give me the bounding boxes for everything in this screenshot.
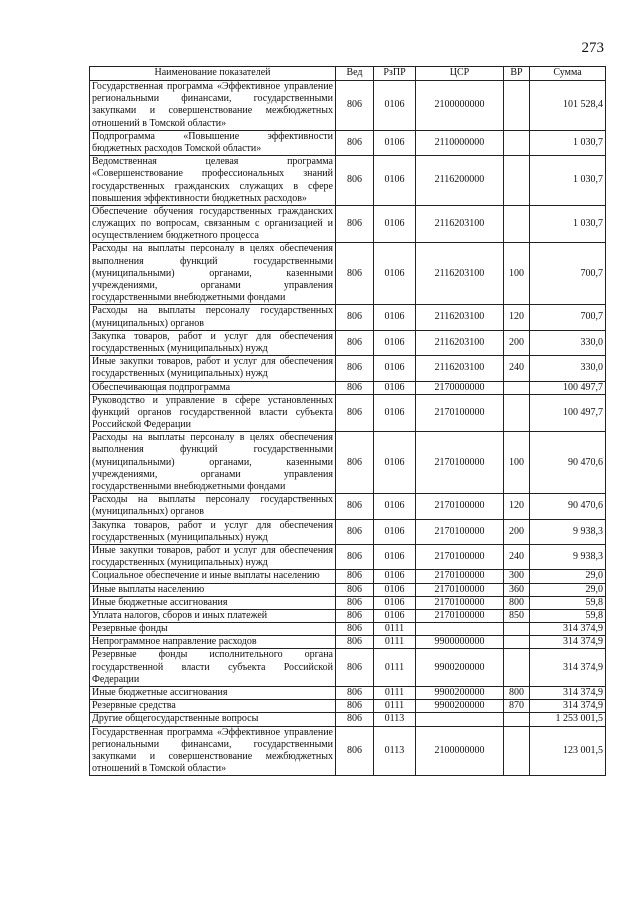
cell-sum: 1 030,7 — [530, 156, 606, 206]
cell-rzpr: 0106 — [374, 330, 416, 355]
cell-ved: 806 — [336, 623, 374, 636]
cell-vr — [504, 381, 530, 394]
cell-csr: 2170100000 — [416, 609, 504, 622]
cell-sum: 29,0 — [530, 570, 606, 583]
cell-csr: 9900000000 — [416, 636, 504, 649]
cell-ved: 806 — [336, 305, 374, 330]
cell-name: Государственная программа «Эффективное управление региональными финансами, государственными закупками и совершенствование межбюджетных отношений в Томской области» — [90, 81, 336, 131]
cell-ved: 806 — [336, 583, 374, 596]
cell-name: Социальное обеспечение и иные выплаты населению — [90, 570, 336, 583]
cell-ved: 806 — [336, 519, 374, 544]
cell-sum: 9 938,3 — [530, 519, 606, 544]
cell-ved: 806 — [336, 700, 374, 713]
cell-name: Иные бюджетные ассигнования — [90, 596, 336, 609]
cell-csr: 2170100000 — [416, 544, 504, 569]
cell-vr — [504, 130, 530, 155]
cell-rzpr: 0106 — [374, 381, 416, 394]
table-row — [90, 596, 606, 609]
cell-name: Обеспечивающая подпрограмма — [90, 381, 336, 394]
cell-rzpr: 0111 — [374, 636, 416, 649]
table-row — [90, 305, 606, 330]
cell-ved: 806 — [336, 330, 374, 355]
cell-name: Резервные фонды — [90, 623, 336, 636]
cell-csr: 2100000000 — [416, 81, 504, 131]
cell-name: Ведомственная целевая программа «Совершенствование профессиональных знаний государственных гражданских служащих в сфере повышения эффективности бюджетных расходов» — [90, 156, 336, 206]
cell-vr: 240 — [504, 544, 530, 569]
cell-vr — [504, 623, 530, 636]
cell-sum: 123 001,5 — [530, 726, 606, 776]
cell-rzpr: 0106 — [374, 570, 416, 583]
table-header-row — [90, 67, 606, 81]
cell-name: Расходы на выплаты персоналу в целях обеспечения выполнения функций государственными (муниципальными) органами, казенными учреждениями, органами управления государственными внебюджетными фондами — [90, 243, 336, 305]
cell-name: Подпрограмма «Повышение эффективности бюджетных расходов Томской области» — [90, 130, 336, 155]
table-row — [90, 636, 606, 649]
page-number: 273 — [581, 40, 604, 56]
cell-vr: 100 — [504, 432, 530, 494]
cell-rzpr: 0106 — [374, 356, 416, 381]
cell-sum: 59,8 — [530, 609, 606, 622]
cell-ved: 806 — [336, 494, 374, 519]
cell-name: Уплата налогов, сборов и иных платежей — [90, 609, 336, 622]
table-row — [90, 687, 606, 700]
cell-sum: 330,0 — [530, 356, 606, 381]
cell-rzpr: 0111 — [374, 700, 416, 713]
cell-rzpr: 0106 — [374, 609, 416, 622]
cell-csr: 9900200000 — [416, 649, 504, 687]
header-csr: ЦСР — [416, 67, 504, 81]
cell-rzpr: 0106 — [374, 305, 416, 330]
cell-ved: 806 — [336, 544, 374, 569]
cell-sum: 314 374,9 — [530, 649, 606, 687]
cell-rzpr: 0113 — [374, 713, 416, 726]
cell-vr — [504, 156, 530, 206]
table-row — [90, 570, 606, 583]
cell-sum: 314 374,9 — [530, 636, 606, 649]
table-row — [90, 700, 606, 713]
cell-sum: 100 497,7 — [530, 394, 606, 432]
cell-vr: 120 — [504, 305, 530, 330]
cell-rzpr: 0111 — [374, 649, 416, 687]
cell-csr: 2170000000 — [416, 381, 504, 394]
cell-csr — [416, 623, 504, 636]
cell-ved: 806 — [336, 356, 374, 381]
table-row — [90, 205, 606, 243]
cell-sum: 700,7 — [530, 305, 606, 330]
cell-vr: 120 — [504, 494, 530, 519]
table-row — [90, 130, 606, 155]
cell-ved: 806 — [336, 687, 374, 700]
cell-name: Резервные фонды исполнительного органа государственной власти субъекта Российской Федерации — [90, 649, 336, 687]
table-row — [90, 609, 606, 622]
cell-rzpr: 0106 — [374, 156, 416, 206]
cell-rzpr: 0106 — [374, 544, 416, 569]
cell-vr: 300 — [504, 570, 530, 583]
cell-ved: 806 — [336, 205, 374, 243]
cell-name: Иные выплаты населению — [90, 583, 336, 596]
cell-vr — [504, 636, 530, 649]
cell-sum: 90 470,6 — [530, 432, 606, 494]
cell-csr: 2170100000 — [416, 570, 504, 583]
cell-sum: 100 497,7 — [530, 381, 606, 394]
cell-name: Расходы на выплаты персоналу в целях обеспечения выполнения функций государственными (муниципальными) органами, казенными учреждениями, органами управления государственными внебюджетными фондами — [90, 432, 336, 494]
cell-vr — [504, 81, 530, 131]
cell-rzpr: 0106 — [374, 432, 416, 494]
cell-csr: 2110000000 — [416, 130, 504, 155]
cell-rzpr: 0106 — [374, 519, 416, 544]
cell-sum: 29,0 — [530, 583, 606, 596]
cell-rzpr: 0106 — [374, 130, 416, 155]
cell-name: Расходы на выплаты персоналу государственных (муниципальных) органов — [90, 305, 336, 330]
cell-rzpr: 0111 — [374, 623, 416, 636]
cell-sum: 314 374,9 — [530, 623, 606, 636]
budget-table — [89, 66, 606, 776]
cell-csr: 9900200000 — [416, 687, 504, 700]
cell-ved: 806 — [336, 130, 374, 155]
cell-vr — [504, 649, 530, 687]
cell-vr — [504, 713, 530, 726]
cell-name: Иные закупки товаров, работ и услуг для обеспечения государственных (муниципальных) нужд — [90, 544, 336, 569]
cell-csr: 2116203100 — [416, 305, 504, 330]
cell-sum: 90 470,6 — [530, 494, 606, 519]
cell-sum: 9 938,3 — [530, 544, 606, 569]
table-row — [90, 394, 606, 432]
header-ved: Вед — [336, 67, 374, 81]
cell-vr: 100 — [504, 243, 530, 305]
cell-vr: 240 — [504, 356, 530, 381]
cell-csr: 2170100000 — [416, 494, 504, 519]
cell-vr: 200 — [504, 330, 530, 355]
cell-rzpr: 0106 — [374, 394, 416, 432]
table-row — [90, 330, 606, 355]
cell-csr — [416, 713, 504, 726]
cell-name: Другие общегосударственные вопросы — [90, 713, 336, 726]
cell-sum: 1 030,7 — [530, 205, 606, 243]
cell-ved: 806 — [336, 609, 374, 622]
table-row — [90, 544, 606, 569]
cell-ved: 806 — [336, 726, 374, 776]
table-row — [90, 519, 606, 544]
cell-name: Обеспечение обучения государственных гражданских служащих по вопросам, связанным с организацией и осуществлением бюджетного процесса — [90, 205, 336, 243]
cell-csr: 2170100000 — [416, 596, 504, 609]
cell-ved: 806 — [336, 432, 374, 494]
cell-vr — [504, 726, 530, 776]
cell-name: Резервные средства — [90, 700, 336, 713]
table-row — [90, 381, 606, 394]
cell-vr — [504, 205, 530, 243]
header-sum: Сумма — [530, 67, 606, 81]
cell-sum: 314 374,9 — [530, 687, 606, 700]
cell-name: Непрограммное направление расходов — [90, 636, 336, 649]
table-body — [90, 81, 606, 776]
table-row — [90, 356, 606, 381]
table-row — [90, 494, 606, 519]
cell-sum: 1 030,7 — [530, 130, 606, 155]
cell-name: Закупка товаров, работ и услуг для обеспечения государственных (муниципальных) нужд — [90, 519, 336, 544]
header-name: Наименование показателей — [90, 67, 336, 81]
cell-sum: 330,0 — [530, 330, 606, 355]
table-row — [90, 713, 606, 726]
cell-sum: 101 528,4 — [530, 81, 606, 131]
table-row — [90, 726, 606, 776]
cell-csr: 2116203100 — [416, 356, 504, 381]
table-row — [90, 81, 606, 131]
cell-name: Государственная программа «Эффективное управление региональными финансами, государственными закупками и совершенствование межбюджетных отношений в Томской области» — [90, 726, 336, 776]
cell-ved: 806 — [336, 713, 374, 726]
cell-ved: 806 — [336, 570, 374, 583]
cell-rzpr: 0113 — [374, 726, 416, 776]
header-vr: ВР — [504, 67, 530, 81]
cell-rzpr: 0111 — [374, 687, 416, 700]
cell-rzpr: 0106 — [374, 243, 416, 305]
cell-name: Расходы на выплаты персоналу государственных (муниципальных) органов — [90, 494, 336, 519]
cell-vr: 200 — [504, 519, 530, 544]
cell-ved: 806 — [336, 243, 374, 305]
cell-vr: 800 — [504, 687, 530, 700]
cell-ved: 806 — [336, 636, 374, 649]
table-row — [90, 623, 606, 636]
cell-name: Иные бюджетные ассигнования — [90, 687, 336, 700]
cell-rzpr: 0106 — [374, 596, 416, 609]
cell-csr: 2170100000 — [416, 394, 504, 432]
cell-vr: 870 — [504, 700, 530, 713]
cell-vr — [504, 394, 530, 432]
cell-csr: 2116200000 — [416, 156, 504, 206]
cell-rzpr: 0106 — [374, 81, 416, 131]
cell-csr: 2116203100 — [416, 205, 504, 243]
table-row — [90, 243, 606, 305]
cell-vr: 800 — [504, 596, 530, 609]
cell-rzpr: 0106 — [374, 583, 416, 596]
cell-sum: 314 374,9 — [530, 700, 606, 713]
cell-csr: 2100000000 — [416, 726, 504, 776]
cell-rzpr: 0106 — [374, 205, 416, 243]
cell-sum: 700,7 — [530, 243, 606, 305]
header-rzpr: РзПР — [374, 67, 416, 81]
cell-vr: 360 — [504, 583, 530, 596]
cell-ved: 806 — [336, 381, 374, 394]
cell-ved: 806 — [336, 596, 374, 609]
cell-csr: 9900200000 — [416, 700, 504, 713]
table-row — [90, 649, 606, 687]
cell-name: Иные закупки товаров, работ и услуг для обеспечения государственных (муниципальных) нужд — [90, 356, 336, 381]
cell-name: Руководство и управление в сфере установленных функций органов государственной власти субъекта Российской Федерации — [90, 394, 336, 432]
cell-csr: 2116203100 — [416, 243, 504, 305]
cell-sum: 59,8 — [530, 596, 606, 609]
cell-csr: 2116203100 — [416, 330, 504, 355]
cell-vr: 850 — [504, 609, 530, 622]
cell-ved: 806 — [336, 649, 374, 687]
cell-csr: 2170100000 — [416, 432, 504, 494]
cell-ved: 806 — [336, 156, 374, 206]
cell-csr: 2170100000 — [416, 583, 504, 596]
cell-name: Закупка товаров, работ и услуг для обеспечения государственных (муниципальных) нужд — [90, 330, 336, 355]
cell-csr: 2170100000 — [416, 519, 504, 544]
table-row — [90, 156, 606, 206]
cell-sum: 1 253 001,5 — [530, 713, 606, 726]
table-row — [90, 583, 606, 596]
table-row — [90, 432, 606, 494]
cell-ved: 806 — [336, 81, 374, 131]
cell-ved: 806 — [336, 394, 374, 432]
cell-rzpr: 0106 — [374, 494, 416, 519]
